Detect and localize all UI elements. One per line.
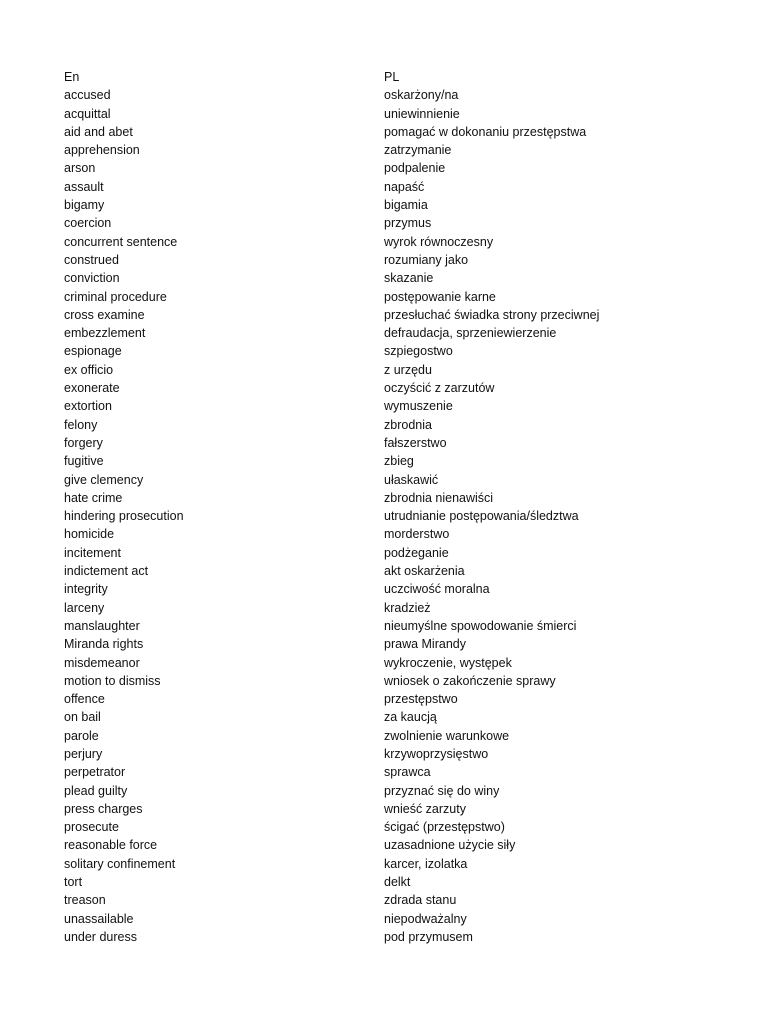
term-en: perjury bbox=[64, 746, 103, 761]
term-pl: sprawca bbox=[384, 765, 431, 780]
term-pl: rozumiany jako bbox=[384, 252, 469, 267]
term-pl: karcer, izolatka bbox=[384, 856, 468, 871]
term-pl: uniewinnienie bbox=[384, 106, 460, 121]
term-en: arson bbox=[64, 161, 96, 176]
term-en: embezzlement bbox=[64, 326, 146, 341]
term-en: fugitive bbox=[64, 454, 104, 469]
term-pl: podpalenie bbox=[384, 161, 446, 176]
term-en: criminal procedure bbox=[64, 289, 167, 304]
term-en: ex officio bbox=[64, 362, 114, 377]
polish-column bbox=[384, 68, 744, 946]
term-en: prosecute bbox=[64, 820, 119, 835]
term-pl: przymus bbox=[384, 216, 432, 231]
term-en: extortion bbox=[64, 399, 112, 414]
term-pl: kradzież bbox=[384, 600, 431, 615]
term-pl: wymuszenie bbox=[384, 399, 453, 414]
term-en: Miranda rights bbox=[64, 637, 144, 652]
term-pl: wniosek o zakończenie sprawy bbox=[384, 673, 556, 688]
term-en: misdemeanor bbox=[64, 655, 140, 670]
term-en: on bail bbox=[64, 710, 101, 725]
term-en: espionage bbox=[64, 344, 122, 359]
term-en: hindering prosecution bbox=[64, 509, 184, 524]
term-pl: pomagać w dokonaniu przestępstwa bbox=[384, 124, 587, 139]
term-en: under duress bbox=[64, 929, 137, 944]
term-en: bigamy bbox=[64, 198, 105, 213]
english-column bbox=[64, 68, 364, 946]
term-pl: zatrzymanie bbox=[384, 143, 452, 158]
term-en: solitary confinement bbox=[64, 856, 176, 871]
term-pl: przyznać się do winy bbox=[384, 783, 500, 798]
term-en: indictement act bbox=[64, 564, 149, 579]
term-pl: skazanie bbox=[384, 271, 434, 286]
term-pl: wnieść zarzuty bbox=[384, 801, 466, 816]
term-pl: fałszerstwo bbox=[384, 435, 447, 450]
term-en: conviction bbox=[64, 271, 120, 286]
term-en: treason bbox=[64, 893, 106, 908]
column-header-pl: PL bbox=[384, 70, 400, 84]
term-en: incitement bbox=[64, 545, 121, 560]
term-en: aid and abet bbox=[64, 124, 133, 139]
term-pl: z urzędu bbox=[384, 362, 432, 377]
term-en: unassailable bbox=[64, 911, 134, 926]
term-en: integrity bbox=[64, 582, 108, 597]
term-pl: wyrok równoczesny bbox=[384, 234, 494, 249]
term-pl: defraudacja, sprzeniewierzenie bbox=[384, 326, 557, 341]
term-en: forgery bbox=[64, 435, 103, 450]
term-en: plead guilty bbox=[64, 783, 128, 798]
term-pl: za kaucją bbox=[384, 710, 437, 725]
term-pl: zbieg bbox=[384, 454, 414, 469]
term-en: accused bbox=[64, 88, 111, 103]
term-pl: bigamia bbox=[384, 198, 428, 213]
term-en: cross examine bbox=[64, 307, 145, 322]
term-en: manslaughter bbox=[64, 618, 140, 633]
term-en: construed bbox=[64, 252, 119, 267]
term-pl: szpiegostwo bbox=[384, 344, 453, 359]
term-en: parole bbox=[64, 728, 99, 743]
term-pl: oczyścić z zarzutów bbox=[384, 381, 495, 396]
term-pl: utrudnianie postępowania/śledztwa bbox=[384, 509, 579, 524]
term-en: apprehension bbox=[64, 143, 140, 158]
term-en: felony bbox=[64, 417, 98, 432]
term-pl: uzasadnione użycie siły bbox=[384, 838, 516, 853]
term-en: motion to dismiss bbox=[64, 673, 161, 688]
term-en: offence bbox=[64, 692, 105, 707]
term-en: give clemency bbox=[64, 472, 144, 487]
term-pl: podżeganie bbox=[384, 545, 449, 560]
term-en: reasonable force bbox=[64, 838, 158, 853]
term-en: homicide bbox=[64, 527, 115, 542]
term-pl: zbrodnia nienawiści bbox=[384, 490, 494, 505]
term-en: exonerate bbox=[64, 381, 120, 396]
term-en: larceny bbox=[64, 600, 105, 615]
term-pl: zwolnienie warunkowe bbox=[384, 728, 510, 743]
term-en: hate crime bbox=[64, 490, 123, 505]
term-en: perpetrator bbox=[64, 765, 126, 780]
term-pl: ułaskawić bbox=[384, 472, 439, 487]
term-pl: przesłuchać świadka strony przeciwnej bbox=[384, 307, 600, 322]
term-pl: zdrada stanu bbox=[384, 893, 457, 908]
term-pl: ścigać (przestępstwo) bbox=[384, 820, 505, 835]
term-pl: morderstwo bbox=[384, 527, 450, 542]
term-en: concurrent sentence bbox=[64, 234, 178, 249]
term-pl: niepodważalny bbox=[384, 911, 467, 926]
term-pl: przestępstwo bbox=[384, 692, 458, 707]
term-pl: krzywoprzysięstwo bbox=[384, 746, 489, 761]
term-pl: pod przymusem bbox=[384, 929, 473, 944]
term-pl: napaść bbox=[384, 179, 425, 194]
term-pl: zbrodnia bbox=[384, 417, 432, 432]
term-pl: uczciwość moralna bbox=[384, 582, 490, 597]
term-pl: prawa Mirandy bbox=[384, 637, 466, 652]
column-header-en: En bbox=[64, 70, 80, 84]
term-en: acquittal bbox=[64, 106, 111, 121]
term-en: assault bbox=[64, 179, 104, 194]
term-pl: akt oskarżenia bbox=[384, 564, 465, 579]
term-pl: oskarżony/na bbox=[384, 88, 459, 103]
term-pl: wykroczenie, występek bbox=[384, 655, 512, 670]
term-en: press charges bbox=[64, 801, 143, 816]
term-en: tort bbox=[64, 875, 83, 890]
term-pl: nieumyślne spowodowanie śmierci bbox=[384, 618, 577, 633]
term-pl: postępowanie karne bbox=[384, 289, 496, 304]
term-en: coercion bbox=[64, 216, 112, 231]
term-pl: delkt bbox=[384, 875, 411, 890]
